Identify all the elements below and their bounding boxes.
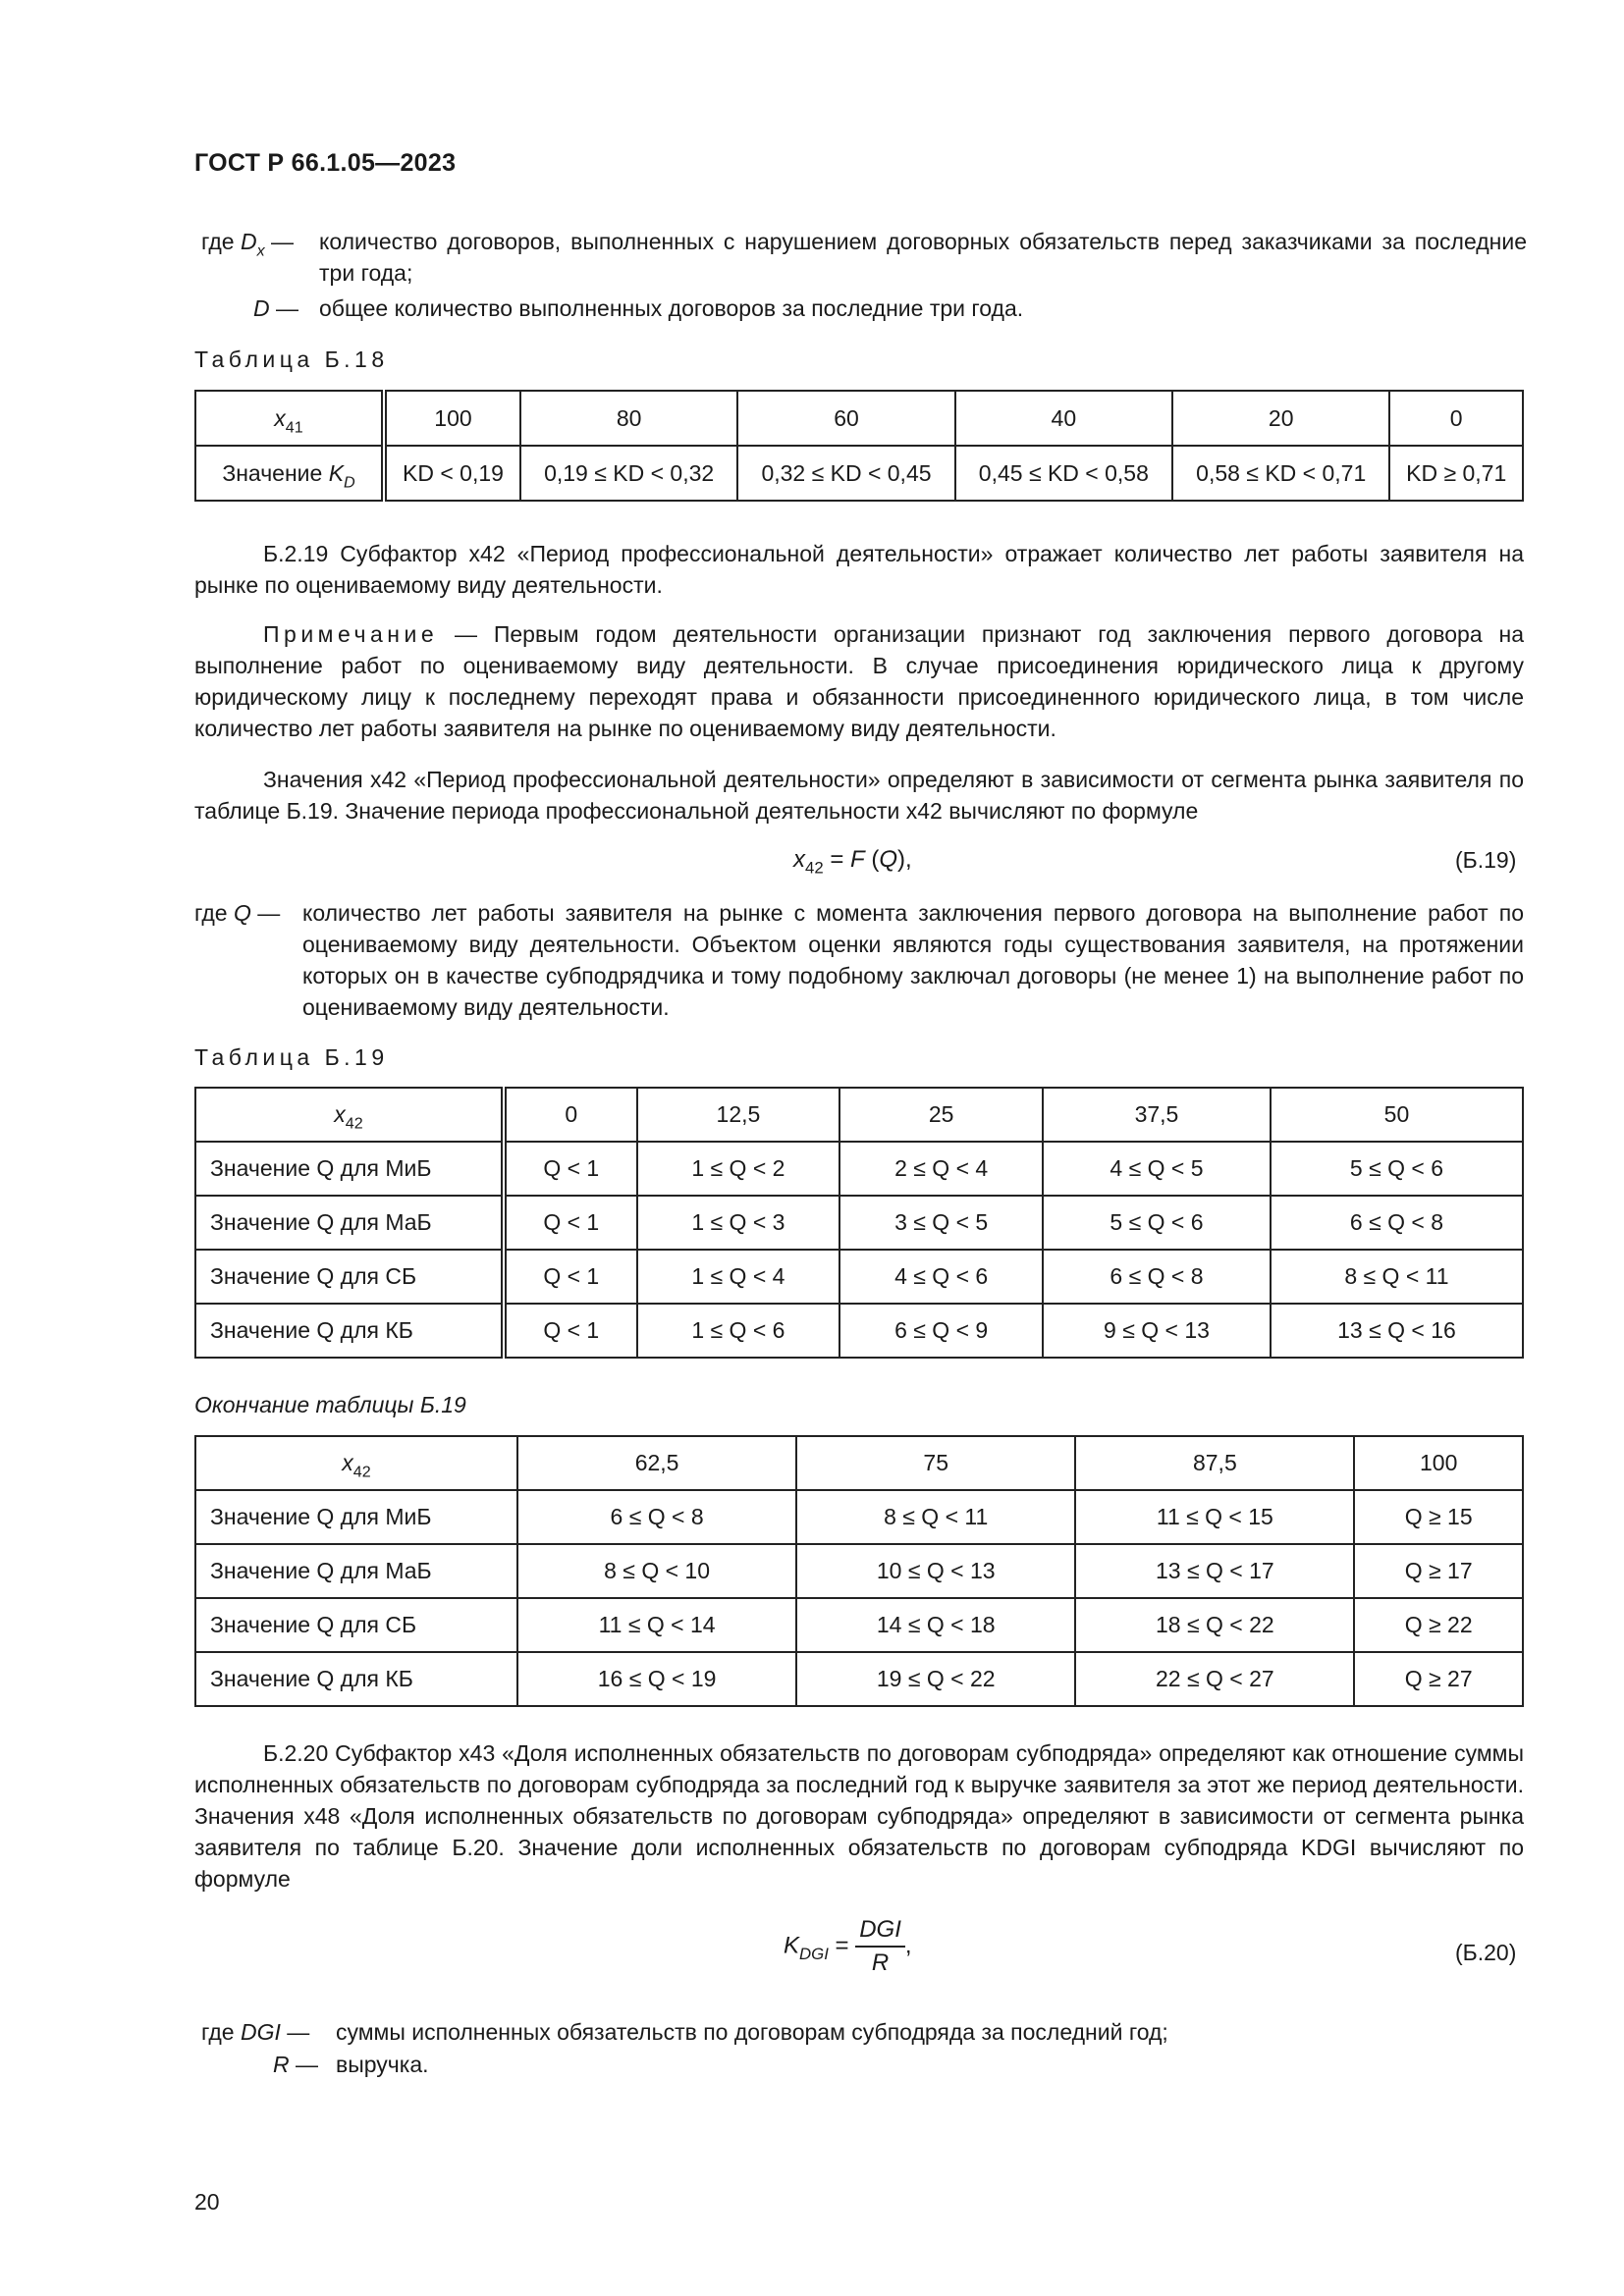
table-header-cell: 12,5 — [637, 1088, 840, 1142]
table-row — [195, 1196, 1523, 1250]
table-row — [195, 1088, 1523, 1142]
table-header-cell: 40 — [955, 391, 1172, 446]
table-header-cell: $x_{41}$ — [195, 391, 384, 446]
table-cell: 1 ≤ Q < 6 — [637, 1304, 840, 1358]
table-row — [195, 391, 1523, 446]
table-row — [195, 1304, 1523, 1358]
table-row — [195, 1142, 1523, 1196]
table-cell: 8 ≤ Q < 11 — [796, 1490, 1075, 1544]
table-cell: 6 ≤ Q < 8 — [517, 1490, 796, 1544]
table-cell: 8 ≤ Q < 11 — [1271, 1250, 1523, 1304]
table-cell: 16 ≤ Q < 19 — [517, 1652, 796, 1706]
table-header-cell: 87,5 — [1075, 1436, 1354, 1490]
formula-b20: $K_{DGI}$ = $\frac{\text{DGI}}{R}$ , — [784, 1916, 912, 1976]
table-cell: 0,19 ≤ KD < 0,32 — [520, 446, 737, 501]
table-row-label: Значение Q для МиБ — [195, 1490, 517, 1544]
table-cell: KD ≥ 0,71 — [1389, 446, 1523, 501]
definition-q-term: где Q — — [194, 900, 281, 926]
table-header-cell: 100 — [1354, 1436, 1523, 1490]
definition-d-text: общее количество выполненных договоров за последние три года. — [319, 295, 1024, 321]
table-cell: 6 ≤ Q < 8 — [1043, 1250, 1271, 1304]
formula-b20-fraction: $\frac{\text{DGI}}{R}$ — [855, 1916, 905, 1977]
definition-r-text: выручка. — [336, 2052, 429, 2077]
formula-b19: $x_{42} = F$ (Q), — [793, 846, 912, 878]
paragraph-b220: Б.2.20 Субфактор x43 «Доля исполненных обязательств по договорам субподряда» определяют как отношение суммы исполненных обязательств по договорам субподряда за последний год к выручке заявителя за этот же период деятельности. Значения x48 «Доля исполненных обязательств по договорам субподряда» определяют в зависимости от сегмента рынка заявителя по таблице Б.20. Значение доли исполненных обязательств по договорам субподряда KDGI вычисляют по формуле — [194, 1740, 1524, 1892]
paragraph-b219: Б.2.19 Субфактор x42 «Период профессиональной деятельности» отражает количество лет работы заявителя на рынке по оцениваемому виду деятельности. — [194, 541, 1524, 598]
definition-q-text: количество лет работы заявителя на рынке с момента заключения первого договора на выполнение работ по оцениваемому виду деятельности. Объектом оценки являются годы существования заявителя, на протяжении которых он в качестве субподрядчика и тому подобному заключал договоры (не менее 1) на выполнение работ по оцениваемому виду деятельности. — [302, 900, 1524, 1020]
table18-caption: Таблица Б.18 — [194, 347, 389, 372]
document-id: ГОСТ Р 66.1.05—2023 — [194, 149, 457, 177]
table19-caption: Таблица Б.19 — [194, 1044, 389, 1070]
table-row — [195, 1652, 1523, 1706]
table-cell: 11 ≤ Q < 14 — [517, 1598, 796, 1652]
document-page: ГОСТ Р 66.1.05—2023 где $D_x$ — количество договоров, выполненных с нарушением договорных обязательств перед заказчиками за последние три года; D — общее количество выполненных договоров за последние три года. Таблица Б.18 $x_{41}$ 100 80 60 40 20 0 Значение $K_D$ KD < 0,19 0,19 ≤ KD < 0,32 0,32 ≤ KD < 0,45 0,45 ≤ KD < 0,58 0,58 ≤ KD < 0,71 KD ≥ 0,71 Б.2.19 Субфактор x42 «Период профессиональной деятельности» отражает количество лет работы заявителя на рынке по оцениваемому виду деятельности. Примечание — Первым годом деятельности организации признают год заключения первого договора на выполнение работ по оцениваемому виду деятельности. В случае присоединения юридического лица к другому юридическому лицу к последнему переходят права и обязанности присоединенного юридического лица, в том числе количество лет работы заявителя на рынке по оцениваемому виду деятельности. Значения x42 «Период профессиональной деятельности» определяют в зависимости от сегмента рынка заявителя по таблице Б.19. Значение периода профессиональной деятельности x42 вычисляют по формуле $x_{42} = F$ (Q), (Б.19) где Q — количество лет работы заявителя на рынке с момента заключения первого договора на выполнение работ по оцениваемому виду деятельности. Объектом оценки являются годы существования заявителя, на протяжении которых он в качестве субподрядчика и тому подобному заключал договоры (не менее 1) на выполнение работ по оцениваемому виду деятельности. Таблица Б.19 $x_{42}$ 0 12,5 25 37,5 50 Значение Q для МиБ Q < 1 1 ≤ Q < 2 2 ≤ Q < 4 4 ≤ Q < 5 5 ≤ Q < 6 Значение Q для МаБ Q < 1 1 ≤ Q < 3 3 ≤ Q < 5 5 ≤ Q < 6 6 ≤ Q < 8 Значение Q для СБ Q < 1 1 ≤ Q < 4 4 ≤ Q < 6 6 ≤ Q < 8 8 ≤ Q < 11 Значение Q для КБ Q < 1 1 ≤ Q < 6 6 ≤ Q < 9 9 ≤ Q < 13 13 ≤ Q < 16 Окончание таблицы Б.19 $x_{42}$ 62,5 75 87,5 100 Значение Q для МиБ 6 ≤ Q < 8 8 ≤ Q < 11 11 ≤ Q < 15 Q ≥ 15 Значение Q для МаБ 8 ≤ Q < 10 10 ≤ Q < 13 13 ≤ Q < 17 Q ≥ 17 Значение Q для СБ 11 ≤ Q < 14 14 ≤ Q < 18 18 ≤ Q < 22 Q ≥ 22 Значение Q для КБ 16 ≤ Q < 19 19 ≤ Q < 22 22 ≤ Q < 27 Q ≥ 27 Б.2.20 Субфактор x43 «Доля исполненных обязательств по договорам субподряда» определяют как отношение суммы исполненных обязательств по договорам субподряда за последний год к выручке заявителя за этот же период деятельности. Значения x48 «Доля исполненных обязательств по договорам субподряда» определяют в зависимости от сегмента рынка заявителя по таблице Б.20. Значение доли исполненных обязательств по договорам субподряда KDGI вычисляют по формуле $K_{DGI}$ = $\frac{\text{DGI}}{R}$ , (Б.20) где DGI — суммы исполненных обязательств по договорам субподряда за последний год; R — выручка. 20 — [0, 0, 1624, 2296]
table-row — [195, 446, 1523, 501]
table-header-cell: 0 — [504, 1088, 637, 1142]
table-row-label: Значение Q для МиБ — [195, 1142, 504, 1196]
table-header-cell: 20 — [1172, 391, 1389, 446]
table-row — [195, 1490, 1523, 1544]
table-cell: 0,58 ≤ KD < 0,71 — [1172, 446, 1389, 501]
table-header-cell: 80 — [520, 391, 737, 446]
table-row-label: Значение Q для СБ — [195, 1250, 504, 1304]
table-cell: 0,45 ≤ KD < 0,58 — [955, 446, 1172, 501]
table-cell: 9 ≤ Q < 13 — [1043, 1304, 1271, 1358]
table-cell: 0,32 ≤ KD < 0,45 — [737, 446, 954, 501]
definition-r-term: R — — [273, 2052, 319, 2077]
table-cell: Q < 1 — [504, 1304, 637, 1358]
table-header-cell: 0 — [1389, 391, 1523, 446]
table-header-cell: 100 — [384, 391, 520, 446]
table-row-label: Значение Q для КБ — [195, 1652, 517, 1706]
table-row — [195, 1598, 1523, 1652]
table-cell: Q < 1 — [504, 1142, 637, 1196]
table-cell: 4 ≤ Q < 5 — [1043, 1142, 1271, 1196]
table-cell: 13 ≤ Q < 16 — [1271, 1304, 1523, 1358]
table-cell: Q ≥ 22 — [1354, 1598, 1523, 1652]
definition-dx-text: количество договоров, выполненных с нарушением договорных обязательств перед заказчиками за последние три года; — [319, 229, 1527, 286]
table-cell: 22 ≤ Q < 27 — [1075, 1652, 1354, 1706]
paragraph-values42: Значения x42 «Период профессиональной деятельности» определяют в зависимости от сегмента рынка заявителя по таблице Б.19. Значение периода профессиональной деятельности x42 вычисляют по формуле — [194, 767, 1524, 824]
table19-continued-caption: Окончание таблицы Б.19 — [194, 1392, 466, 1417]
table-header-cell: 25 — [839, 1088, 1043, 1142]
table-row-label: Значение Q для КБ — [195, 1304, 504, 1358]
table-cell: Q ≥ 27 — [1354, 1652, 1523, 1706]
note — [194, 618, 1524, 744]
table-cell: Q < 1 — [504, 1250, 637, 1304]
table-cell: Q ≥ 17 — [1354, 1544, 1523, 1598]
table-b18 — [194, 390, 1524, 502]
table-header-cell: $x_{42}$ — [195, 1088, 504, 1142]
table-cell: 10 ≤ Q < 13 — [796, 1544, 1075, 1598]
table-cell: 3 ≤ Q < 5 — [839, 1196, 1043, 1250]
table-header-cell: 37,5 — [1043, 1088, 1271, 1142]
table-cell: 1 ≤ Q < 3 — [637, 1196, 840, 1250]
definition-dgi-text: суммы исполненных обязательств по договорам субподряда за последний год; — [336, 2019, 1168, 2045]
page-number: 20 — [194, 2189, 220, 2215]
note-label: Примечание — [263, 621, 439, 647]
table-cell: 19 ≤ Q < 22 — [796, 1652, 1075, 1706]
table-cell: 4 ≤ Q < 6 — [839, 1250, 1043, 1304]
table-cell: 5 ≤ Q < 6 — [1043, 1196, 1271, 1250]
table-cell: Q < 1 — [504, 1196, 637, 1250]
table-row-label: Значение Q для МаБ — [195, 1196, 504, 1250]
table-cell: 6 ≤ Q < 9 — [839, 1304, 1043, 1358]
definition-dgi-term: где DGI — — [201, 2019, 310, 2045]
table-cell: Q ≥ 15 — [1354, 1490, 1523, 1544]
table-cell: 1 ≤ Q < 2 — [637, 1142, 840, 1196]
table-header-cell: 75 — [796, 1436, 1075, 1490]
table-b19-continued — [194, 1435, 1524, 1707]
table-row — [195, 1250, 1523, 1304]
table-cell: 1 ≤ Q < 4 — [637, 1250, 840, 1304]
table-cell: 8 ≤ Q < 10 — [517, 1544, 796, 1598]
table-cell: KD < 0,19 — [384, 446, 520, 501]
formula-b19-number: (Б.19) — [1455, 847, 1517, 873]
table-cell: 11 ≤ Q < 15 — [1075, 1490, 1354, 1544]
table-cell: 13 ≤ Q < 17 — [1075, 1544, 1354, 1598]
table-cell: 5 ≤ Q < 6 — [1271, 1142, 1523, 1196]
table-b19 — [194, 1087, 1524, 1359]
definition-d: D — общее количество выполненных договоров за последние три года. — [253, 293, 1530, 324]
table-cell: 14 ≤ Q < 18 — [796, 1598, 1075, 1652]
table-header-cell: 60 — [737, 391, 954, 446]
table-cell: 2 ≤ Q < 4 — [839, 1142, 1043, 1196]
table-header-cell: 50 — [1271, 1088, 1523, 1142]
table-cell: 6 ≤ Q < 8 — [1271, 1196, 1523, 1250]
formula-b20-number: (Б.20) — [1455, 1940, 1517, 1965]
table-row — [195, 1436, 1523, 1490]
table-header-cell: $x_{42}$ — [195, 1436, 517, 1490]
table-cell: 18 ≤ Q < 22 — [1075, 1598, 1354, 1652]
note-text: — Первым годом деятельности организации признают год заключения первого договора на выполнение работ по оцениваемому виду деятельности. В случае присоединения юридического лица к другому юридическому лицу к последнему переходят права и обязанности присоединенного юридического лица, в том числе количество лет работы заявителя на рынке по оцениваемому виду деятельности. — [194, 621, 1524, 741]
table-row-label: Значение Q для СБ — [195, 1598, 517, 1652]
table-row-label: Значение Q для МаБ — [195, 1544, 517, 1598]
table-row-label: Значение $K_D$ — [195, 446, 384, 501]
table-row — [195, 1544, 1523, 1598]
table-header-cell: 62,5 — [517, 1436, 796, 1490]
